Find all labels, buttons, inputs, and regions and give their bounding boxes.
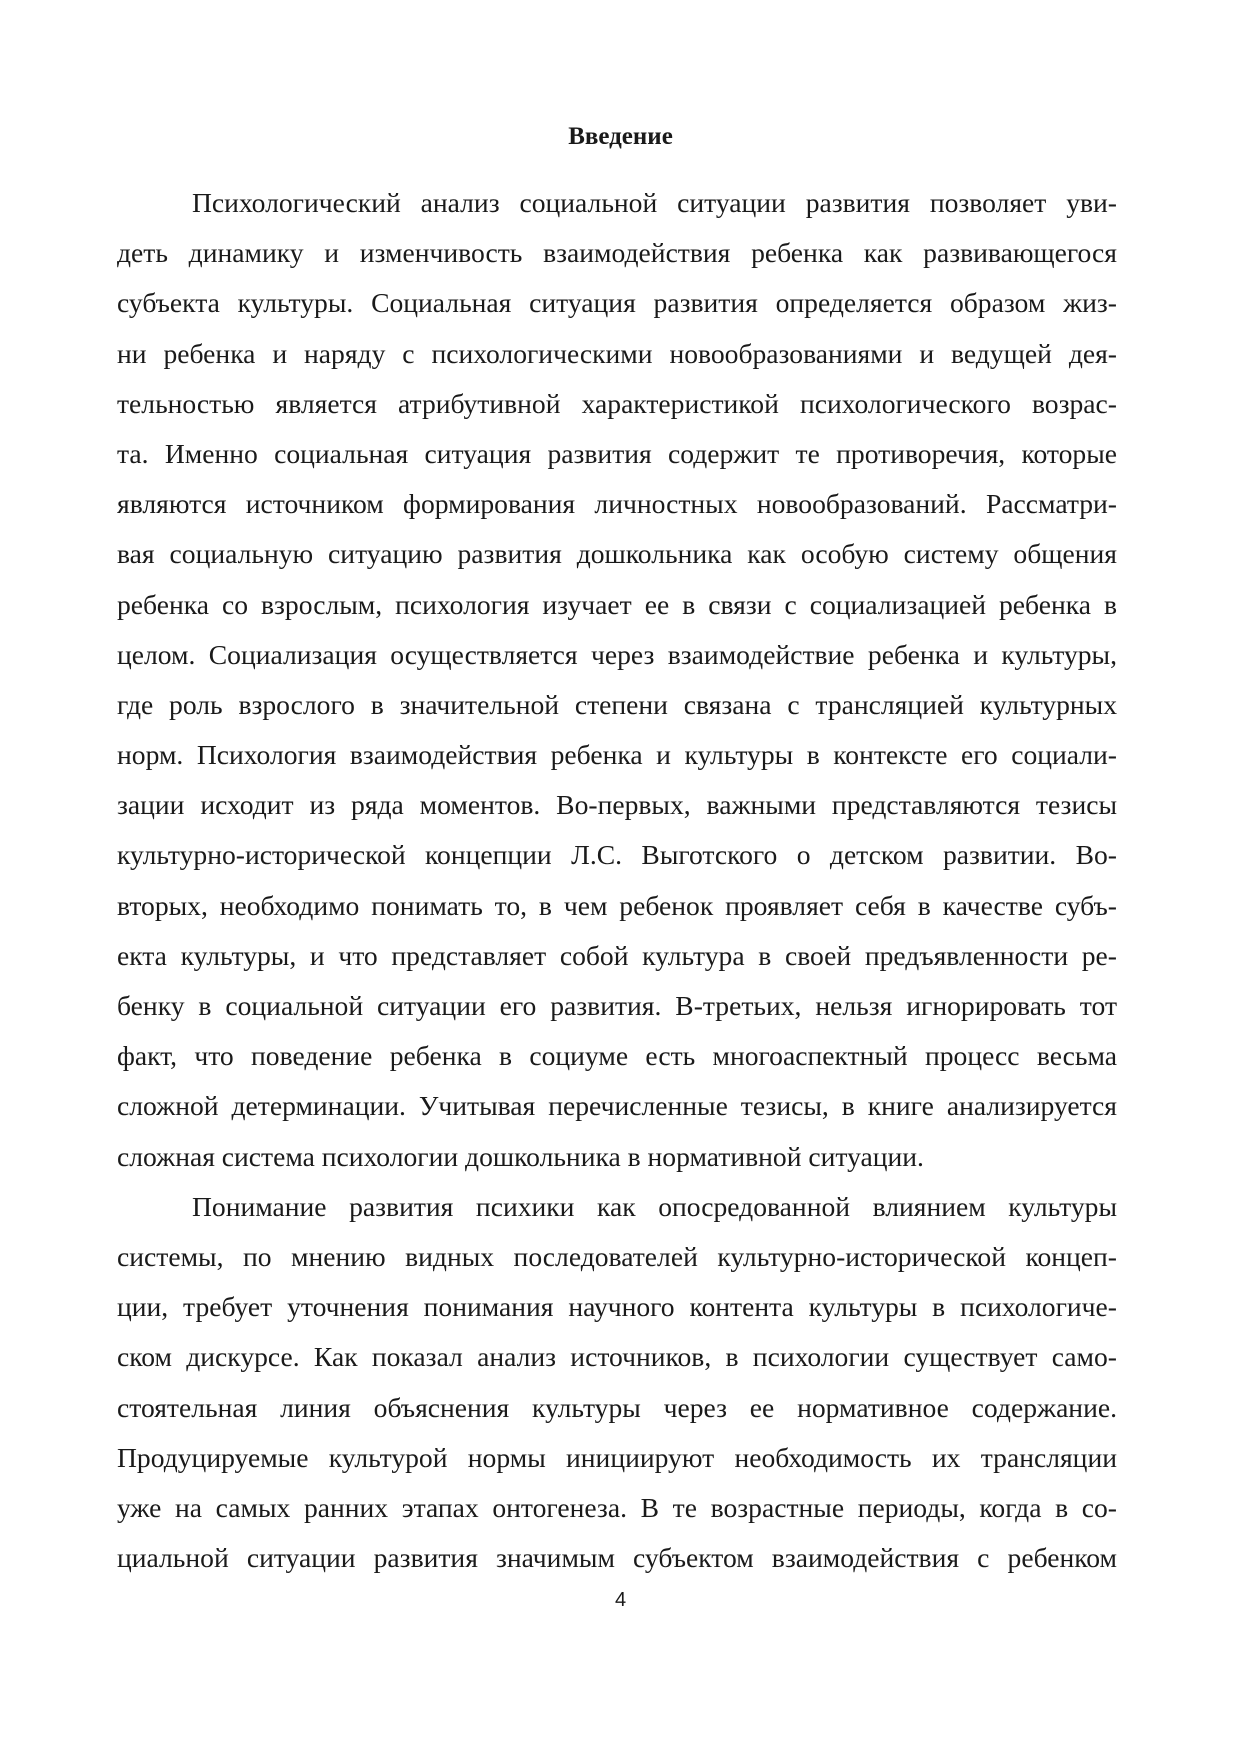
text-line: сложная система психологии дошкольника в нормативной ситуации.	[117, 1140, 924, 1172]
text-line: ции, требует уточнения понимания научного контента культуры в психологиче-	[117, 1291, 1117, 1323]
text-line: та. Именно социальная ситуация развития содержит те противоречия, которые	[117, 437, 1117, 469]
text-line: факт, что поведение ребенка в социуме есть многоаспектный процесс весьма	[117, 1040, 1117, 1072]
text-line: циальной ситуации развития значимым субъектом взаимодействия с ребенком	[117, 1542, 1117, 1574]
text-line: Понимание развития психики как опосредованной влиянием культуры	[192, 1190, 1117, 1222]
text-line: ни ребенка и наряду с психологическими новообразованиями и ведущей дея-	[117, 337, 1117, 369]
text-line: тельностью является атрибутивной характеристикой психологического возрас-	[117, 387, 1117, 419]
text-line: являются источником формирования личностных новообразований. Рассматри-	[117, 488, 1117, 520]
page-number: 4	[614, 1589, 627, 1611]
text-line: стоятельная линия объяснения культуры через ее нормативное содержание.	[117, 1391, 1117, 1423]
text-line: культурно-исторической концепции Л.С. Выготского о детском развитии. Во-	[117, 839, 1117, 871]
text-line: вая социальную ситуацию развития дошкольника как особую систему общения	[117, 538, 1117, 570]
text-line: екта культуры, и что представляет собой культура в своей предъявленности ре-	[117, 939, 1117, 971]
text-line: где роль взрослого в значительной степени связана с трансляцией культурных	[117, 688, 1117, 720]
page-title: Введение	[568, 123, 673, 150]
text-line: целом. Социализация осуществляется через взаимодействие ребенка и культуры,	[117, 638, 1117, 670]
text-line: норм. Психология взаимодействия ребенка и культуры в контексте его социали-	[117, 739, 1117, 771]
text-line: субъекта культуры. Социальная ситуация развития определяется образом жиз-	[117, 287, 1117, 319]
text-line: ребенка со взрослым, психология изучает ее в связи с социализацией ребенка в	[117, 588, 1117, 620]
paragraph	[117, 178, 1117, 1182]
text-line: Продуцируемые культурой нормы инициируют необходимость их трансляции	[117, 1441, 1117, 1473]
text-line: вторых, необходимо понимать то, в чем ребенок проявляет себя в качестве субъ-	[117, 889, 1117, 921]
paragraphs-container	[117, 178, 1117, 1583]
paragraph	[117, 1182, 1117, 1584]
text-line: системы, по мнению видных последователей культурно-исторической концеп-	[117, 1240, 1117, 1272]
body-text	[117, 178, 1117, 1583]
text-line: деть динамику и изменчивость взаимодействия ребенка как развивающегося	[117, 237, 1117, 269]
text-line: зации исходит из ряда моментов. Во-первых, важными представляются тезисы	[117, 789, 1117, 821]
text-line: Психологический анализ социальной ситуации развития позволяет уви-	[192, 187, 1117, 218]
text-line: ском дискурсе. Как показал анализ источников, в психологии существует само-	[117, 1341, 1117, 1373]
text-line: бенку в социальной ситуации его развития. В-третьих, нельзя игнорировать тот	[117, 990, 1117, 1021]
text-line: сложной детерминации. Учитывая перечисленные тезисы, в книге анализируется	[117, 1090, 1117, 1122]
text-line: уже на самых ранних этапах онтогенеза. В те возрастные периоды, когда в со-	[117, 1491, 1117, 1523]
